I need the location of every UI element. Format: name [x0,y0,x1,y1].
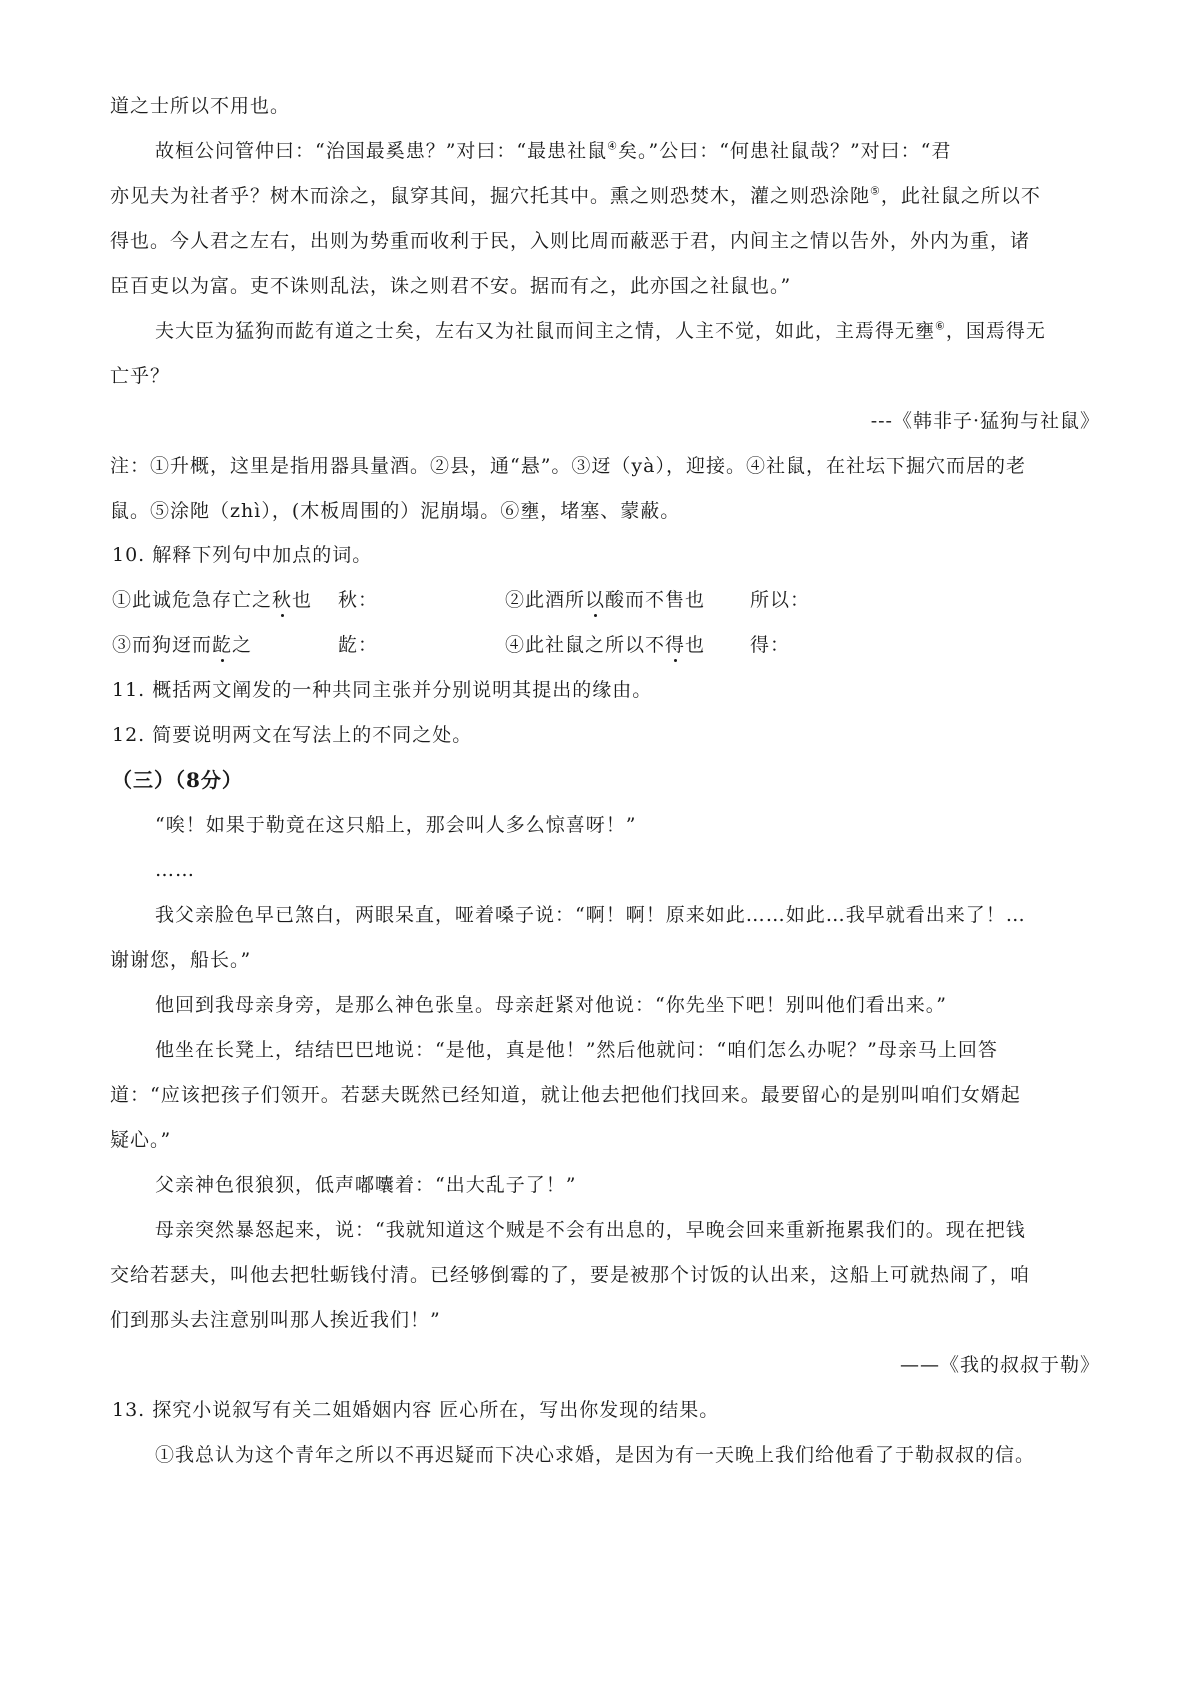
q10-item-4 [505,630,705,660]
q10-text: 也 [292,589,313,611]
dotted-word: 得 [665,634,686,656]
footnote-mark: ⑥ [935,319,946,333]
q10-item-1 [112,585,312,615]
passage-text: ，国焉得无 [945,320,1046,342]
passage-line: 我父亲脸色早已煞白，两眼呆直，哑着嗓子说：“啊！啊！原来如此……如此…我早就看出来了！… [155,904,1026,926]
q10-answer-label-3: 龁： [338,634,379,656]
notes-line: 注：①升概，这里是指用器具量酒。②县，通“悬”。③迓（yà），迎接。④社鼠，在社坛下掘穴而居的老 [110,455,1026,477]
passage-source: ——《我的叔叔于勒》 [899,1354,1100,1376]
passage-line: 谢谢您，船长。” [110,949,252,971]
q10-text: 也 [685,634,706,656]
passage-line: 疑心。” [110,1129,172,1151]
q10-item-2 [505,585,705,615]
dotted-word: 以 [585,589,606,611]
passage-text: 亦见夫为社者乎？树木而涂之，鼠穿其间，掘穴托其中。熏之则恐焚木，灌之则恐涂阤 [110,185,871,207]
passage-line: 道之士所以不用也。 [110,95,291,117]
question-13-line: ①我总认为这个青年之所以不再迟疑而下决心求婚，是因为有一天晚上我们给他看了于勒叔叔的信。 [155,1444,1036,1466]
passage-line: 们到那头去注意别叫那人挨近我们！” [110,1309,441,1331]
passage-text: ，此社鼠之所以不 [880,185,1041,207]
passage-line: …… [155,859,195,881]
question-13-title: 13. 探究小说叙写有关二姐婚姻内容 匠心所在，写出你发现的结果。 [112,1399,720,1421]
passage-line: 父亲神色很狼狈，低声嘟囔着：“出大乱子了！” [155,1174,577,1196]
q10-answer-label-2: 所以： [750,589,811,611]
passage-text: 故桓公问管仲曰：“治国最奚患？”对曰：“最患社鼠 [155,140,608,162]
passage-line: 亡乎？ [110,365,171,387]
question-11: 11. 概括两文阐发的一种共同主张并分别说明其提出的缘由。 [112,679,653,701]
q10-answer-label-4: 得： [750,634,791,656]
q10-text: 酸而不售也 [605,589,706,611]
question-12: 12. 简要说明两文在写法上的不同之处。 [112,724,473,746]
footnote-mark: ④ [607,139,619,153]
passage-line [110,181,1100,211]
q10-text: 之 [232,634,253,656]
passage-text: 夫大臣为猛狗而龁有道之士矣，左右又为社鼠而间主之情，人主不觉，如此，主焉得无壅 [155,320,936,342]
q10-text: ②此酒所 [505,589,586,611]
q10-answer-label-1: 秋： [338,589,379,611]
passage-text: 矣。”公曰：“何患社鼠哉？”对曰：“君 [618,140,952,162]
q10-item-3 [112,630,252,660]
dotted-word: 龁 [212,634,233,656]
footnote-mark: ⑤ [870,184,881,198]
passage-line: 得也。今人君之左右，出则为势重而收利于民，入则比周而蔽恶于君，内间主之情以告外，外内为重，诸 [110,230,1031,252]
passage-line [155,316,1100,346]
passage-line: 道：“应该把孩子们领开。若瑟夫既然已经知道，就让他去把他们找回来。最要留心的是别叫咱们女婿起 [110,1084,1021,1106]
passage-line: 他坐在长凳上，结结巴巴地说：“是他，真是他！”然后他就问：“咱们怎么办呢？”母亲马上回答 [155,1039,998,1061]
q10-text: ③而狗迓而 [112,634,213,656]
q10-text: ④此社鼠之所以不 [505,634,666,656]
passage-line [155,136,1100,166]
dotted-word: 秋 [272,589,293,611]
passage-line: 交给若瑟夫，叫他去把牡蛎钱付清。已经够倒霉的了，要是被那个讨饭的认出来，这船上可就热闹了，咱 [110,1264,1031,1286]
q10-text: ①此诚危急存亡之 [112,589,273,611]
passage-line: 臣百吏以为富。吏不诛则乱法，诛之则君不安。据而有之，此亦国之社鼠也。” [110,275,792,297]
passage-line: 他回到我母亲身旁，是那么神色张皇。母亲赶紧对他说：“你先坐下吧！别叫他们看出来。” [155,994,947,1016]
question-10-title: 10. 解释下列句中加点的词。 [112,544,373,566]
passage-line: 母亲突然暴怒起来，说：“我就知道这个贼是不会有出息的，早晚会回来重新拖累我们的。现在把钱 [155,1219,1026,1241]
passage-line: “唉！如果于勒竟在这只船上，那会叫人多么惊喜呀！” [155,814,637,836]
section-3-heading: （三）（8分） [112,768,243,792]
passage-source: ---《韩非子·猛狗与社鼠》 [870,410,1100,432]
notes-line: 鼠。⑤涂阤（zhì），(木板周围的）泥崩塌。⑥壅，堵塞、蒙蔽。 [110,500,681,522]
